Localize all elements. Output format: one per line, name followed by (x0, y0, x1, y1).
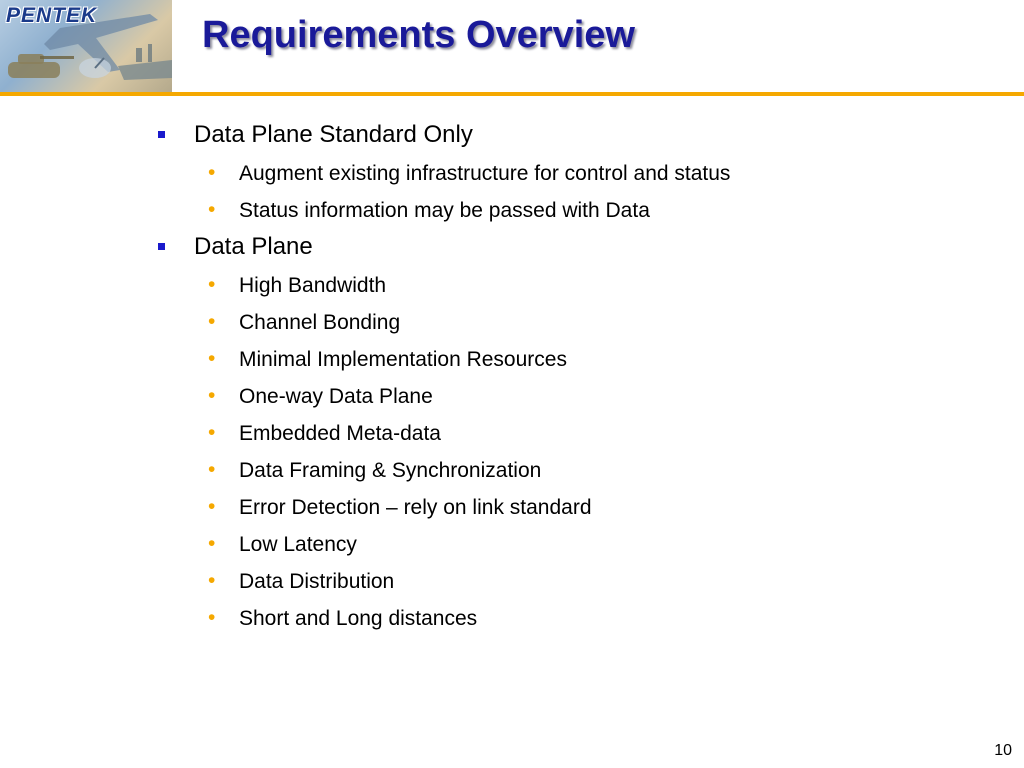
dot-bullet-icon: • (208, 384, 216, 407)
dot-bullet-icon: • (208, 198, 216, 221)
dot-bullet-icon: • (208, 273, 216, 296)
dot-bullet-icon: • (208, 458, 216, 481)
sub-item (155, 489, 975, 526)
sub-item (155, 563, 975, 600)
sub-item-label: Augment existing infrastructure for control and status (239, 162, 731, 185)
outline-item-label: Data Plane (194, 233, 313, 260)
sub-item (155, 192, 975, 229)
sub-item (155, 415, 975, 452)
title-divider (0, 92, 1024, 96)
sub-item (155, 526, 975, 563)
dot-bullet-icon: • (208, 347, 216, 370)
slide-title: Requirements Overview (202, 14, 635, 56)
sub-item-label: Status information may be passed with Data (239, 199, 650, 222)
dot-bullet-icon: • (208, 161, 216, 184)
sub-item-label: One-way Data Plane (239, 385, 433, 408)
sub-item (155, 452, 975, 489)
square-bullet-icon (158, 131, 165, 138)
slide-body (155, 117, 975, 637)
page-number: 10 (994, 742, 1012, 759)
dot-bullet-icon: • (208, 310, 216, 333)
pentek-logo (0, 0, 172, 92)
sub-item (155, 378, 975, 415)
sub-item (155, 304, 975, 341)
sub-item-label: Data Framing & Synchronization (239, 459, 542, 482)
outline-item (155, 117, 975, 153)
sub-item (155, 341, 975, 378)
sub-item-label: Minimal Implementation Resources (239, 348, 567, 371)
sub-item (155, 155, 975, 192)
dot-bullet-icon: • (208, 421, 216, 444)
dot-bullet-icon: • (208, 532, 216, 555)
sub-item (155, 600, 975, 637)
outline-item-label: Data Plane Standard Only (194, 121, 473, 148)
square-bullet-icon (158, 243, 165, 250)
dot-bullet-icon: • (208, 569, 216, 592)
sub-item-label: Data Distribution (239, 570, 395, 593)
outline-item (155, 229, 975, 265)
sub-item-label: Channel Bonding (239, 311, 401, 334)
sub-item-label: Error Detection – rely on link standard (239, 496, 592, 519)
sub-item (155, 267, 975, 304)
logo-wordmark: PENTEK (6, 4, 98, 27)
dot-bullet-icon: • (208, 495, 216, 518)
sub-item-label: Short and Long distances (239, 607, 478, 630)
sub-item-label: Low Latency (239, 533, 357, 556)
sub-item-label: Embedded Meta-data (239, 422, 441, 445)
dot-bullet-icon: • (208, 606, 216, 629)
sub-item-label: High Bandwidth (239, 274, 387, 297)
